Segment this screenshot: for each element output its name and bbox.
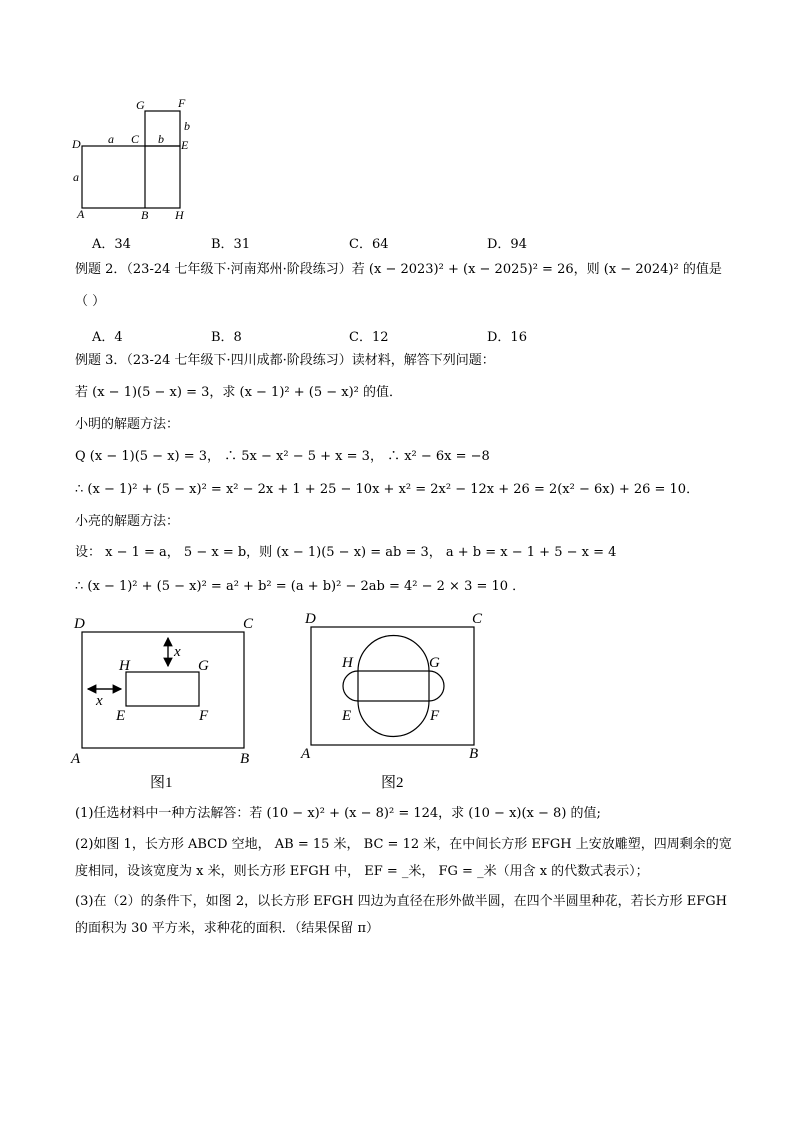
f2-label-C: C <box>472 611 483 627</box>
label-D: D <box>72 137 81 151</box>
example3-given: 若 (x − 1)(5 − x) = 3，求 (x − 1)² + (5 − x)² 的值． <box>75 385 403 400</box>
option-b: B．31 <box>211 237 251 252</box>
f2-label-F: F <box>430 708 440 724</box>
option-c: C．64 <box>349 237 389 252</box>
label-b-mid: b <box>158 132 164 146</box>
f1-label-C: C <box>243 616 254 632</box>
f2-label-D: D <box>305 611 316 627</box>
label-a-left: a <box>73 170 79 184</box>
label-A: A <box>77 207 85 221</box>
label-F: F <box>178 96 186 110</box>
question-3-line2: 的面积为 30 平方米，求种花的面积．（结果保留 π） <box>75 921 379 936</box>
ex2-option-c: C．12 <box>349 330 389 345</box>
figure-1 <box>66 610 266 795</box>
liang-step-2: ∴ (x − 1)² + (5 − x)² = a² + b² = (a + b)² − 2ab = 4² − 2 × 3 = 10 ． <box>75 579 526 594</box>
question-2-line2: 度相同，设该宽度为 x 米，则长方形 EFGH 中， EF = _米， FG = _米（用含 x 的代数式表示）； <box>75 864 649 879</box>
example2-line2: （ ） <box>75 294 106 309</box>
liang-method-title: 小亮的解题方法： <box>75 514 180 529</box>
label-E: E <box>181 138 189 152</box>
f1-label-F: F <box>199 708 209 724</box>
option-d: D．94 <box>487 237 527 252</box>
question-1: (1)任选材料中一种方法解答：若 (10 − x)² + (x − 8)² = 124，求 (10 − x)(x − 8) 的值; <box>75 806 601 821</box>
f2-label-E: E <box>342 708 352 724</box>
f1-label-x-left: x <box>96 693 103 709</box>
label-a-top: a <box>108 132 114 146</box>
ex2-option-b: B．8 <box>211 330 242 345</box>
label-b-top: b <box>184 119 190 133</box>
liang-step-1: 设： x − 1 = a， 5 − x = b，则 (x − 1)(5 − x) = ab = 3， a + b = x − 1 + 5 − x = 4 <box>75 545 617 560</box>
f2-label-H: H <box>342 655 353 671</box>
f2-label-A: A <box>301 746 311 762</box>
question-3-line1: (3)在（2）的条件下，如图 2，以长方形 EFGH 四边为直径在形外做半圆，在四个半圆里种花，若长方形 EFGH <box>75 894 727 909</box>
f1-label-D: D <box>74 616 85 632</box>
label-B: B <box>141 208 149 222</box>
f1-label-H: H <box>119 658 130 674</box>
example3-heading: 例题 3．（23-24 七年级下·四川成都·阶段练习）读材料，解答下列问题： <box>75 353 495 368</box>
f1-label-B: B <box>240 751 250 767</box>
f1-caption: 图1 <box>150 775 173 791</box>
square-rectangle-figure <box>70 96 200 224</box>
f2-label-G: G <box>429 655 440 671</box>
ming-method-title: 小明的解题方法： <box>75 417 180 432</box>
ex2-option-a: A．4 <box>92 330 123 345</box>
f1-label-A: A <box>71 751 81 767</box>
f1-label-G: G <box>198 658 209 674</box>
example2-line1: 例题 2．（23-24 七年级下·河南郑州·阶段练习）若 (x − 2023)² + (x − 2025)² = 26，则 (x − 2024)² 的值是 <box>75 262 722 277</box>
label-H: H <box>175 208 184 222</box>
f2-caption: 图2 <box>381 775 404 791</box>
f1-label-E: E <box>116 708 126 724</box>
label-C: C <box>131 132 140 146</box>
label-G: G <box>136 98 145 112</box>
option-a: A．34 <box>92 237 131 252</box>
ex2-option-d: D．16 <box>487 330 527 345</box>
ming-step-1: Q (x − 1)(5 − x) = 3， ∴ 5x − x² − 5 + x = 3， ∴ x² − 6x = −8 <box>75 449 490 464</box>
f2-label-B: B <box>469 746 479 762</box>
question-2-line1: (2)如图 1，长方形 ABCD 空地， AB = 15 米， BC = 12 米，在中间长方形 EFGH 上安放雕塑，四周剩余的宽 <box>75 837 732 852</box>
f1-label-x-top: x <box>174 644 181 660</box>
ming-step-2: ∴ (x − 1)² + (5 − x)² = x² − 2x + 1 + 25 − 10x + x² = 2x² − 12x + 26 = 2(x² − 6x) + 26 = 10． <box>75 482 700 497</box>
figure-2 <box>296 606 496 796</box>
